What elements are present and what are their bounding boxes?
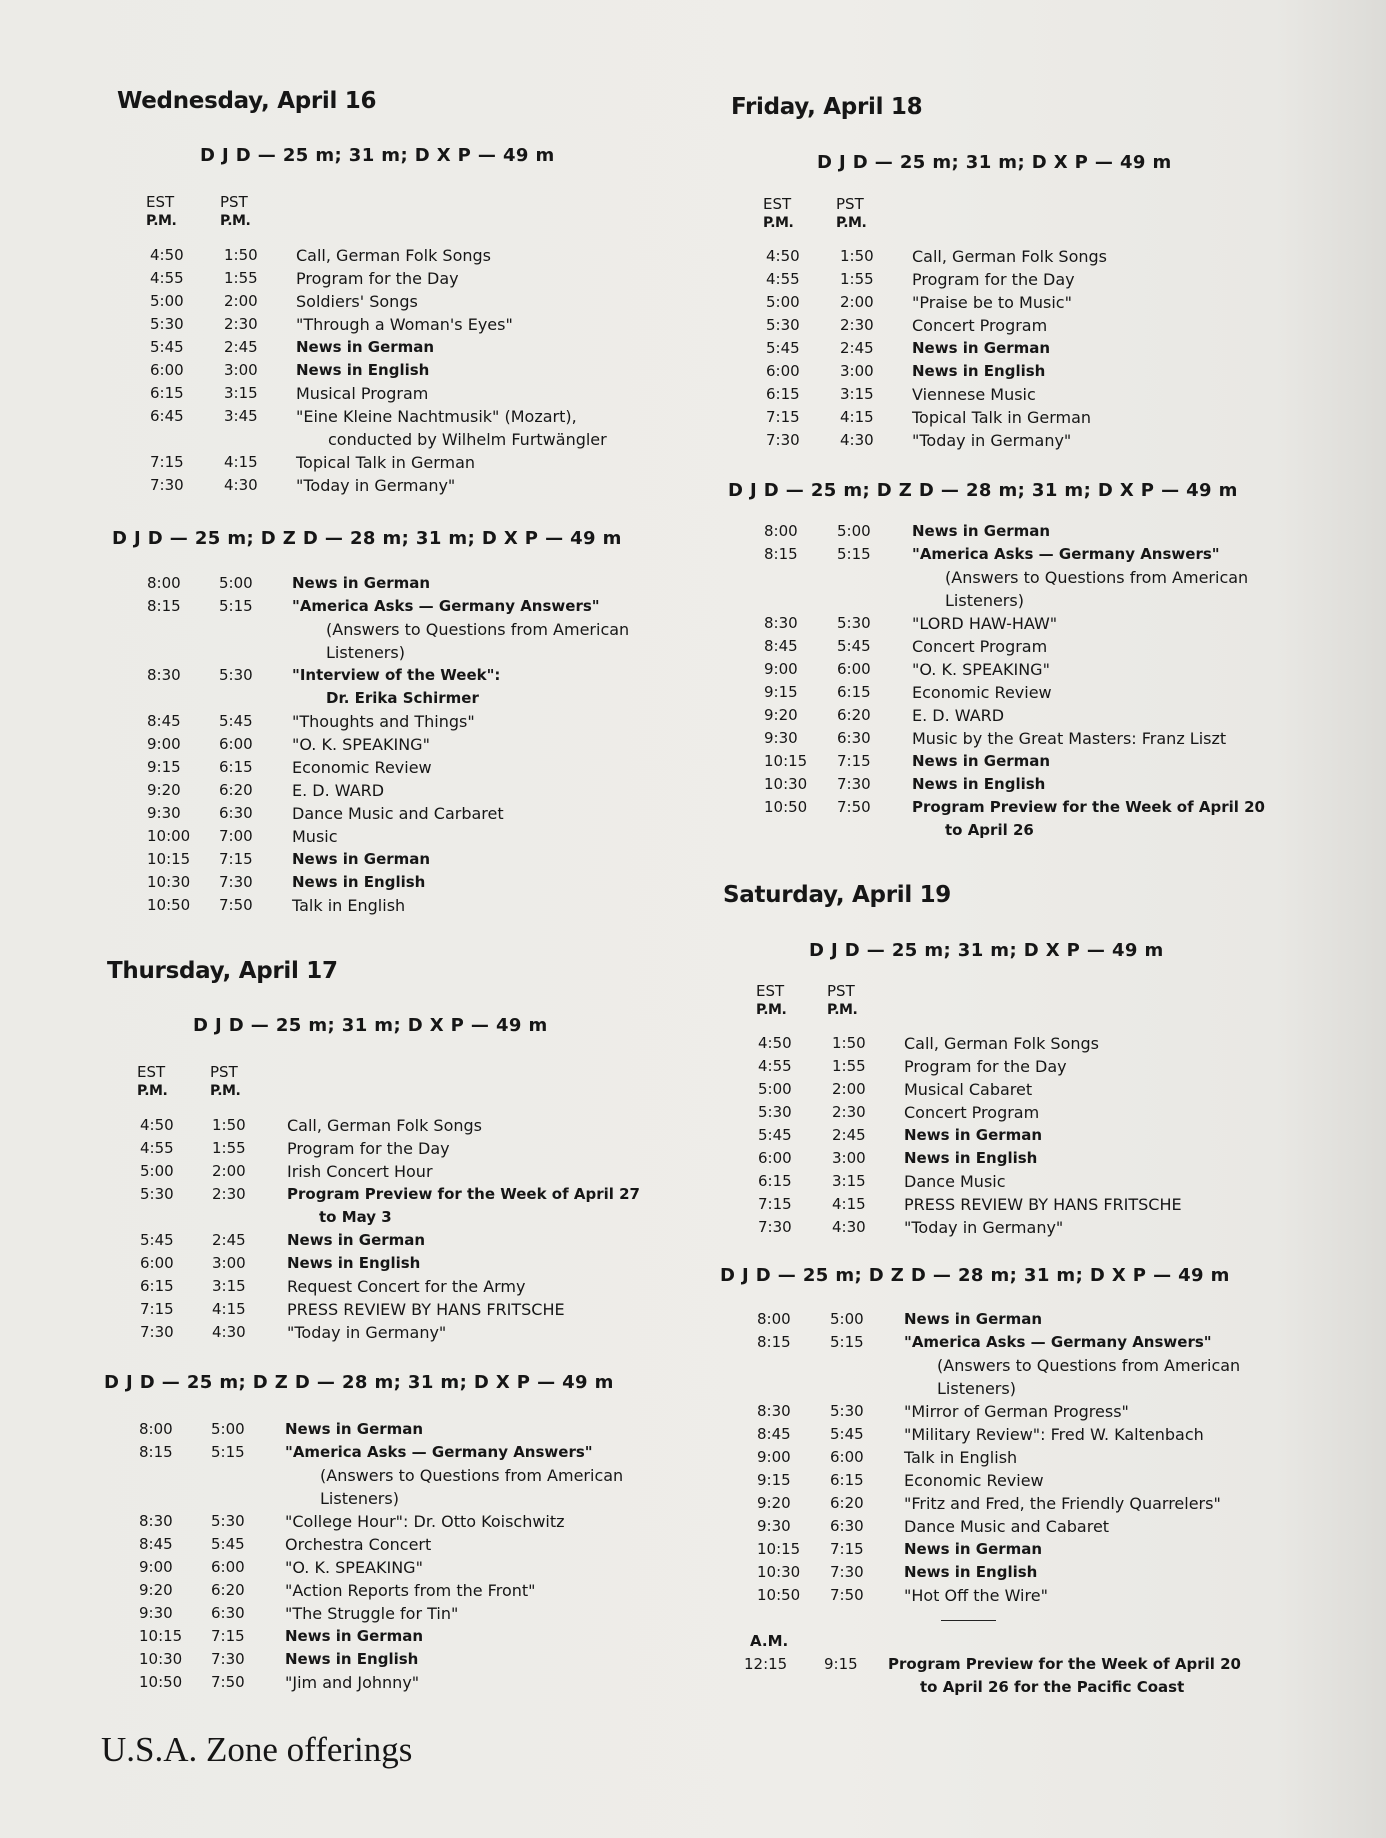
- am-label: A.M.: [750, 1632, 789, 1650]
- pst-time: 7:50: [219, 896, 253, 914]
- pst-time: 6:30: [830, 1517, 864, 1535]
- pst-time: 7:50: [211, 1673, 245, 1691]
- est-time: 8:15: [139, 1443, 173, 1461]
- est-time: 10:50: [764, 798, 808, 816]
- program-title: "Mirror of German Progress": [904, 1402, 1129, 1421]
- program-title: Music by the Great Masters: Franz Liszt: [912, 729, 1227, 748]
- est-time: 8:00: [757, 1310, 791, 1328]
- est-time: 9:20: [764, 706, 798, 724]
- program-title: Economic Review: [904, 1471, 1044, 1490]
- est-time: 9:20: [139, 1581, 173, 1599]
- program-title: Musical Cabaret: [904, 1080, 1033, 1099]
- est-time: 10:50: [757, 1586, 801, 1604]
- program-title: "Eine Kleine Nachtmusik" (Mozart),: [296, 407, 577, 426]
- est-time: 8:30: [757, 1402, 791, 1420]
- program-title: Talk in English: [904, 1448, 1018, 1467]
- est-time: 7:15: [758, 1195, 792, 1213]
- saturday-station-1: D J D — 25 m; 31 m; D X P — 49 m: [809, 940, 1164, 961]
- est-time: 10:00: [147, 827, 191, 845]
- pst-time: 5:00: [211, 1420, 245, 1438]
- pst-time: 9:15: [824, 1655, 858, 1673]
- pst-time: 6:20: [837, 706, 871, 724]
- program-title: News in German: [904, 1126, 1043, 1144]
- est-time: 8:30: [764, 614, 798, 632]
- program-title: News in English: [912, 362, 1046, 380]
- pst-time: 2:00: [224, 292, 258, 310]
- pst-time: 6:20: [830, 1494, 864, 1512]
- est-time: 9:20: [757, 1494, 791, 1512]
- program-title: "Today in Germany": [296, 476, 456, 495]
- pst-time: 6:00: [211, 1558, 245, 1576]
- pst-time: 4:15: [840, 408, 874, 426]
- pm-label: P.M.: [763, 215, 794, 231]
- program-subtitle: (Answers to Questions from American: [945, 568, 1249, 587]
- program-title: Viennese Music: [912, 385, 1036, 404]
- program-title: News in German: [296, 338, 435, 356]
- est-time: 10:30: [139, 1650, 183, 1668]
- est-time: 9:00: [139, 1558, 173, 1576]
- program-title: Program for the Day: [912, 270, 1075, 289]
- program-title: Program Preview for the Week of April 20: [888, 1655, 1241, 1673]
- program-title: News in German: [292, 850, 431, 868]
- program-subtitle: conducted by Wilhelm Furtwängler: [328, 430, 607, 449]
- saturday-title: Saturday, April 19: [723, 882, 952, 908]
- pst-time: 7:50: [837, 798, 871, 816]
- program-title: News in English: [904, 1149, 1038, 1167]
- est-time: 10:15: [147, 850, 191, 868]
- est-time: 4:55: [766, 270, 800, 288]
- est-time: 8:15: [147, 597, 181, 615]
- pst-time: 2:45: [212, 1231, 246, 1249]
- program-title: Economic Review: [292, 758, 432, 777]
- pst-time: 4:30: [224, 476, 258, 494]
- program-title: Call, German Folk Songs: [287, 1116, 482, 1135]
- est-time: 10:15: [764, 752, 808, 770]
- program-title: Call, German Folk Songs: [296, 246, 491, 265]
- pst-time: 6:20: [219, 781, 253, 799]
- wednesday-pst-header: [220, 193, 250, 231]
- program-title: "America Asks — Germany Answers": [285, 1443, 593, 1461]
- pst-time: 3:00: [212, 1254, 246, 1272]
- pst-time: 1:50: [224, 246, 258, 264]
- pst-time: 5:15: [219, 597, 253, 615]
- program-title: Call, German Folk Songs: [912, 247, 1107, 266]
- program-title: "Praise be to Music": [912, 293, 1072, 312]
- est-time: 4:55: [150, 269, 184, 287]
- program-title: "Today in Germany": [912, 431, 1072, 450]
- friday-pst-header: [836, 195, 866, 233]
- pst-time: 5:30: [211, 1512, 245, 1530]
- program-title: "LORD HAW-HAW": [912, 614, 1058, 633]
- pst-time: 3:15: [224, 384, 258, 402]
- program-title: "O. K. SPEAKING": [292, 735, 430, 754]
- program-title: News in German: [285, 1420, 424, 1438]
- friday-title: Friday, April 18: [731, 94, 923, 120]
- pst-time: 7:00: [219, 827, 253, 845]
- est-time: 6:00: [150, 361, 184, 379]
- program-subtitle: to April 26: [945, 821, 1034, 839]
- pst-time: 5:30: [219, 666, 253, 684]
- est-time: 10:30: [147, 873, 191, 891]
- pst-time: 4:15: [212, 1300, 246, 1318]
- program-title: "Today in Germany": [904, 1218, 1064, 1237]
- est-time: 5:30: [758, 1103, 792, 1121]
- friday-station-2: D J D — 25 m; D Z D — 28 m; 31 m; D X P — 49 m: [728, 480, 1238, 501]
- est-time: 10:15: [757, 1540, 801, 1558]
- thursday-est-header: [137, 1063, 167, 1101]
- pst-time: 4:30: [212, 1323, 246, 1341]
- program-title: Soldiers' Songs: [296, 292, 418, 311]
- program-title: "O. K. SPEAKING": [912, 660, 1050, 679]
- program-title: Concert Program: [912, 316, 1048, 335]
- pst-label: PST: [210, 1063, 238, 1081]
- pst-time: 3:00: [840, 362, 874, 380]
- program-title: News in German: [287, 1231, 426, 1249]
- saturday-station-2: D J D — 25 m; D Z D — 28 m; 31 m; D X P — 49 m: [720, 1265, 1230, 1286]
- program-title: Dance Music and Carbaret: [292, 804, 504, 823]
- est-time: 7:15: [140, 1300, 174, 1318]
- program-title: News in English: [285, 1650, 419, 1668]
- program-title: "Action Reports from the Front": [285, 1581, 536, 1600]
- program-title: "Hot Off the Wire": [904, 1586, 1048, 1605]
- program-title: News in German: [292, 574, 431, 592]
- friday-station-1: D J D — 25 m; 31 m; D X P — 49 m: [817, 152, 1172, 173]
- pm-label: P.M.: [836, 215, 867, 231]
- pst-time: 5:00: [837, 522, 871, 540]
- program-title: News in German: [912, 339, 1051, 357]
- est-time: 8:00: [147, 574, 181, 592]
- est-label: EST: [137, 1063, 166, 1081]
- program-title: News in English: [296, 361, 430, 379]
- pst-time: 3:15: [832, 1172, 866, 1190]
- pst-time: 5:45: [219, 712, 253, 730]
- pst-time: 2:30: [212, 1185, 246, 1203]
- pst-time: 2:30: [840, 316, 874, 334]
- program-title: "Today in Germany": [287, 1323, 447, 1342]
- est-time: 5:45: [150, 338, 184, 356]
- thursday-title: Thursday, April 17: [107, 958, 338, 984]
- program-title: Topical Talk in German: [912, 408, 1092, 427]
- est-time: 8:45: [764, 637, 798, 655]
- program-title: Topical Talk in German: [296, 453, 476, 472]
- pst-time: 5:00: [830, 1310, 864, 1328]
- pst-time: 6:30: [837, 729, 871, 747]
- est-time: 9:15: [764, 683, 798, 701]
- pst-time: 1:50: [840, 247, 874, 265]
- est-time: 5:45: [758, 1126, 792, 1144]
- pst-time: 3:15: [840, 385, 874, 403]
- est-time: 8:00: [139, 1420, 173, 1438]
- est-time: 9:00: [757, 1448, 791, 1466]
- program-title: "The Struggle for Tin": [285, 1604, 459, 1623]
- program-title: Program for the Day: [287, 1139, 450, 1158]
- program-title: News in German: [904, 1310, 1043, 1328]
- pm-label: P.M.: [827, 1002, 858, 1018]
- est-time: 9:30: [757, 1517, 791, 1535]
- est-time: 6:00: [140, 1254, 174, 1272]
- pst-time: 1:55: [840, 270, 874, 288]
- pst-time: 4:30: [832, 1218, 866, 1236]
- pst-time: 2:00: [832, 1080, 866, 1098]
- program-title: "Through a Woman's Eyes": [296, 315, 513, 334]
- pst-time: 6:00: [837, 660, 871, 678]
- pst-time: 7:15: [211, 1627, 245, 1645]
- est-time: 7:15: [150, 453, 184, 471]
- est-time: 4:55: [758, 1057, 792, 1075]
- pst-time: 4:30: [840, 431, 874, 449]
- pst-time: 5:30: [837, 614, 871, 632]
- est-time: 6:15: [150, 384, 184, 402]
- program-subtitle-continued: Listeners): [326, 643, 405, 662]
- est-time: 8:45: [139, 1535, 173, 1553]
- program-title: "America Asks — Germany Answers": [904, 1333, 1212, 1351]
- program-title: Dance Music and Cabaret: [904, 1517, 1110, 1536]
- program-title: Request Concert for the Army: [287, 1277, 526, 1296]
- thursday-station-1: D J D — 25 m; 31 m; D X P — 49 m: [193, 1015, 548, 1036]
- program-subtitle: to April 26 for the Pacific Coast: [920, 1678, 1185, 1696]
- est-time: 5:45: [766, 339, 800, 357]
- est-time: 5:00: [758, 1080, 792, 1098]
- footer-caption: U.S.A. Zone offerings: [101, 1730, 413, 1769]
- program-title: Program for the Day: [904, 1057, 1067, 1076]
- program-subtitle-continued: Listeners): [937, 1379, 1016, 1398]
- program-subtitle: (Answers to Questions from American: [326, 620, 630, 639]
- program-subtitle: (Answers to Questions from American: [937, 1356, 1241, 1375]
- est-time: 6:00: [766, 362, 800, 380]
- est-time: 5:30: [140, 1185, 174, 1203]
- pst-time: 7:15: [837, 752, 871, 770]
- pm-label: P.M.: [756, 1002, 787, 1018]
- pst-time: 5:45: [837, 637, 871, 655]
- program-title: News in German: [904, 1540, 1043, 1558]
- pst-time: 7:15: [219, 850, 253, 868]
- program-title: "America Asks — Germany Answers": [292, 597, 600, 615]
- est-time: 9:00: [147, 735, 181, 753]
- est-time: 5:00: [150, 292, 184, 310]
- pst-time: 6:15: [830, 1471, 864, 1489]
- est-time: 7:30: [150, 476, 184, 494]
- pst-time: 3:15: [212, 1277, 246, 1295]
- est-time: 9:30: [139, 1604, 173, 1622]
- program-title: E. D. WARD: [292, 781, 385, 800]
- pm-label: P.M.: [146, 213, 177, 229]
- pst-time: 7:30: [830, 1563, 864, 1581]
- est-label: EST: [146, 193, 175, 211]
- est-label: EST: [756, 982, 785, 1000]
- program-title: Call, German Folk Songs: [904, 1034, 1099, 1053]
- wednesday-station-2: D J D — 25 m; D Z D — 28 m; 31 m; D X P — 49 m: [112, 528, 622, 549]
- est-time: 5:45: [140, 1231, 174, 1249]
- pst-time: 5:30: [830, 1402, 864, 1420]
- pm-label: P.M.: [210, 1083, 241, 1099]
- est-time: 6:15: [140, 1277, 174, 1295]
- program-title: Orchestra Concert: [285, 1535, 432, 1554]
- pst-time: 5:45: [830, 1425, 864, 1443]
- pst-time: 7:50: [830, 1586, 864, 1604]
- est-time: 9:30: [764, 729, 798, 747]
- est-time: 4:50: [150, 246, 184, 264]
- pst-time: 7:30: [219, 873, 253, 891]
- est-time: 6:15: [766, 385, 800, 403]
- est-time: 7:15: [766, 408, 800, 426]
- pst-time: 2:45: [840, 339, 874, 357]
- pst-time: 6:30: [219, 804, 253, 822]
- est-time: 6:00: [758, 1149, 792, 1167]
- program-title: News in German: [912, 752, 1051, 770]
- program-title: Concert Program: [912, 637, 1048, 656]
- est-time: 12:15: [744, 1655, 788, 1673]
- thursday-station-2: D J D — 25 m; D Z D — 28 m; 31 m; D X P — 49 m: [104, 1372, 614, 1393]
- est-time: 5:30: [766, 316, 800, 334]
- pst-time: 2:00: [212, 1162, 246, 1180]
- pst-time: 5:15: [211, 1443, 245, 1461]
- est-time: 9:15: [147, 758, 181, 776]
- pst-label: PST: [836, 195, 864, 213]
- pst-time: 5:15: [830, 1333, 864, 1351]
- est-time: 4:50: [766, 247, 800, 265]
- program-subtitle-continued: Listeners): [945, 591, 1024, 610]
- program-title: Talk in English: [292, 896, 406, 915]
- program-subtitle-continued: Listeners): [320, 1489, 399, 1508]
- pm-label: P.M.: [220, 213, 251, 229]
- pm-label: P.M.: [137, 1083, 168, 1099]
- program-title: News in English: [904, 1563, 1038, 1581]
- pst-time: 6:20: [211, 1581, 245, 1599]
- pst-time: 1:55: [224, 269, 258, 287]
- pst-time: 2:00: [840, 293, 874, 311]
- program-title: E. D. WARD: [912, 706, 1005, 725]
- wednesday-title: Wednesday, April 16: [117, 88, 377, 114]
- est-time: 4:55: [140, 1139, 174, 1157]
- program-title: Program Preview for the Week of April 20: [912, 798, 1265, 816]
- est-time: 9:15: [757, 1471, 791, 1489]
- wednesday-station-1: D J D — 25 m; 31 m; D X P — 49 m: [200, 145, 555, 166]
- divider-rule: [941, 1620, 996, 1621]
- pst-time: 5:15: [837, 545, 871, 563]
- program-title: "Thoughts and Things": [292, 712, 475, 731]
- est-time: 4:50: [140, 1116, 174, 1134]
- pst-label: PST: [827, 982, 855, 1000]
- pst-time: 6:00: [830, 1448, 864, 1466]
- friday-est-header: [763, 195, 793, 233]
- est-time: 5:00: [766, 293, 800, 311]
- pst-time: 6:15: [837, 683, 871, 701]
- program-title: "America Asks — Germany Answers": [912, 545, 1220, 563]
- pst-time: 4:15: [832, 1195, 866, 1213]
- pst-time: 6:30: [211, 1604, 245, 1622]
- pst-time: 2:45: [832, 1126, 866, 1144]
- est-time: 7:30: [766, 431, 800, 449]
- program-title: "O. K. SPEAKING": [285, 1558, 423, 1577]
- est-time: 8:45: [757, 1425, 791, 1443]
- est-time: 6:15: [758, 1172, 792, 1190]
- est-time: 10:30: [764, 775, 808, 793]
- pst-time: 6:15: [219, 758, 253, 776]
- pst-label: PST: [220, 193, 248, 211]
- program-title: PRESS REVIEW BY HANS FRITSCHE: [904, 1195, 1182, 1214]
- program-title: Program Preview for the Week of April 27: [287, 1185, 640, 1203]
- pst-time: 1:50: [212, 1116, 246, 1134]
- est-time: 5:30: [150, 315, 184, 333]
- est-time: 10:30: [757, 1563, 801, 1581]
- program-subtitle: to May 3: [319, 1208, 392, 1226]
- program-title: "Fritz and Fred, the Friendly Quarrelers": [904, 1494, 1221, 1513]
- program-title: "Interview of the Week":: [292, 666, 501, 684]
- est-time: 8:15: [764, 545, 798, 563]
- est-time: 8:45: [147, 712, 181, 730]
- est-time: 10:15: [139, 1627, 183, 1645]
- pst-time: 5:00: [219, 574, 253, 592]
- program-title: PRESS REVIEW BY HANS FRITSCHE: [287, 1300, 565, 1319]
- program-title: Music: [292, 827, 338, 846]
- est-time: 5:00: [140, 1162, 174, 1180]
- program-title: News in English: [287, 1254, 421, 1272]
- pst-time: 2:30: [224, 315, 258, 333]
- program-subtitle: Dr. Erika Schirmer: [326, 689, 479, 707]
- est-time: 6:45: [150, 407, 184, 425]
- program-title: Economic Review: [912, 683, 1052, 702]
- est-time: 9:00: [764, 660, 798, 678]
- pst-time: 6:00: [219, 735, 253, 753]
- pst-time: 3:00: [832, 1149, 866, 1167]
- est-time: 8:15: [757, 1333, 791, 1351]
- program-title: "Jim and Johnny": [285, 1673, 420, 1692]
- program-title: "College Hour": Dr. Otto Koischwitz: [285, 1512, 565, 1531]
- program-title: News in English: [292, 873, 426, 891]
- pst-time: 5:45: [211, 1535, 245, 1553]
- est-time: 10:50: [147, 896, 191, 914]
- program-title: News in German: [912, 522, 1051, 540]
- wednesday-est-header: [146, 193, 176, 231]
- est-time: 9:20: [147, 781, 181, 799]
- est-time: 9:30: [147, 804, 181, 822]
- pst-time: 1:55: [212, 1139, 246, 1157]
- saturday-pst-header: [827, 982, 857, 1020]
- pst-time: 2:30: [832, 1103, 866, 1121]
- program-title: Dance Music: [904, 1172, 1006, 1191]
- est-time: 8:00: [764, 522, 798, 540]
- est-time: 7:30: [140, 1323, 174, 1341]
- est-time: 4:50: [758, 1034, 792, 1052]
- est-time: 7:30: [758, 1218, 792, 1236]
- program-title: News in English: [912, 775, 1046, 793]
- program-title: Concert Program: [904, 1103, 1040, 1122]
- pst-time: 1:50: [832, 1034, 866, 1052]
- pst-time: 4:15: [224, 453, 258, 471]
- est-time: 10:50: [139, 1673, 183, 1691]
- pst-time: 3:00: [224, 361, 258, 379]
- saturday-est-header: [756, 982, 786, 1020]
- program-title: Program for the Day: [296, 269, 459, 288]
- pst-time: 7:30: [837, 775, 871, 793]
- est-label: EST: [763, 195, 792, 213]
- pst-time: 1:55: [832, 1057, 866, 1075]
- est-time: 8:30: [147, 666, 181, 684]
- pst-time: 3:45: [224, 407, 258, 425]
- program-subtitle: (Answers to Questions from American: [320, 1466, 624, 1485]
- pst-time: 7:30: [211, 1650, 245, 1668]
- pst-time: 7:15: [830, 1540, 864, 1558]
- program-title: News in German: [285, 1627, 424, 1645]
- est-time: 8:30: [139, 1512, 173, 1530]
- pst-time: 2:45: [224, 338, 258, 356]
- thursday-pst-header: [210, 1063, 240, 1101]
- program-title: Musical Program: [296, 384, 429, 403]
- program-title: "Military Review": Fred W. Kaltenbach: [904, 1425, 1204, 1444]
- program-title: Irish Concert Hour: [287, 1162, 433, 1181]
